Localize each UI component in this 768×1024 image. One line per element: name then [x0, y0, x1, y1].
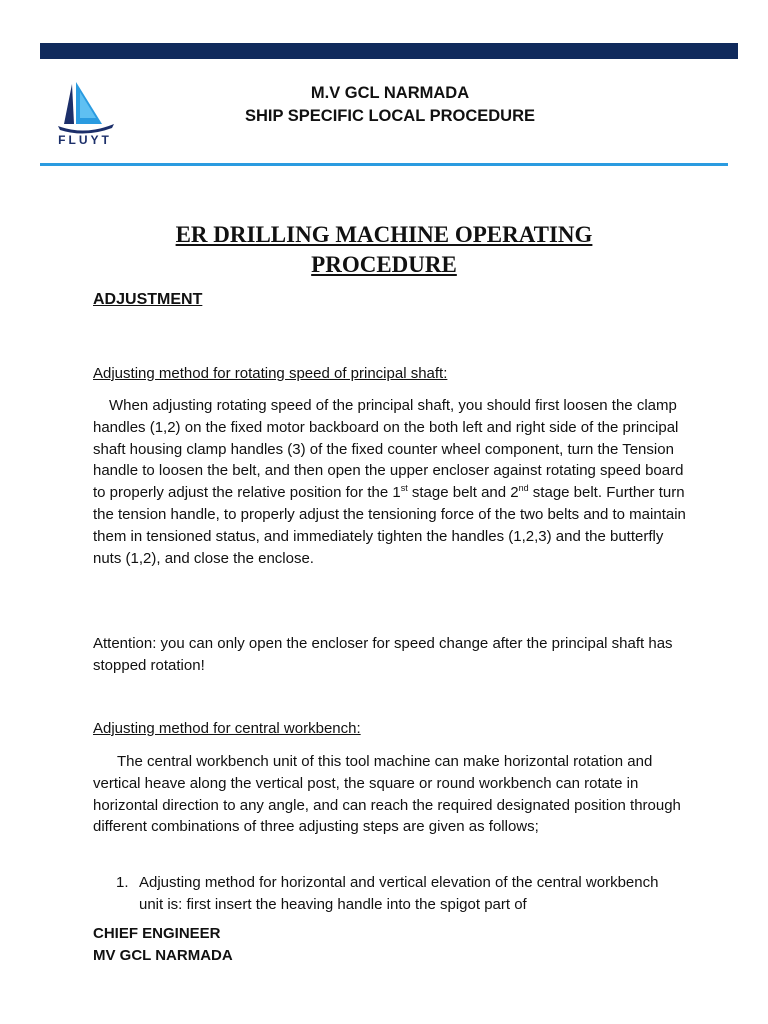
header-top-bar	[40, 43, 738, 59]
section-heading: ADJUSTMENT	[93, 291, 203, 308]
page-title	[110, 220, 658, 280]
list-item-text: Adjusting method for horizontal and vertical elevation of the central workbench unit is: first insert the heaving handle into the spigot part of	[139, 874, 659, 913]
attention-text: Attention: you can only open the encloser for speed change after the principal shaft has stopped rotation!	[93, 635, 673, 674]
list-item-number: 1.	[116, 874, 129, 891]
numbered-list	[116, 872, 686, 916]
ordinal-suffix: nd	[518, 483, 529, 494]
paragraph-principal-shaft	[93, 395, 688, 569]
ordinal-suffix: st	[400, 483, 408, 494]
title-line-2: PROCEDURE	[311, 252, 457, 277]
paragraph-text: stage belt and 2	[407, 484, 519, 502]
subheading-principal-shaft: Adjusting method for rotating speed of principal shaft:	[93, 365, 448, 382]
signatory-title: CHIEF ENGINEER	[93, 925, 221, 942]
paragraph-central-workbench	[93, 751, 688, 838]
signature-block	[93, 923, 233, 966]
ship-name: M.V GCL NARMADA	[310, 84, 470, 102]
fluyt-logo	[50, 78, 120, 148]
signatory-vessel: MV GCL NARMADA	[93, 946, 233, 964]
paragraph-text: stage belt. Further turn the tension handle, to properly adjust the tensioning force of the two belts and to maintain them in tensioned status, and immediately tighten the handles (1,2,3) and the butterfly nuts (1,2), and close the enclose.	[93, 484, 686, 567]
attention-note	[93, 633, 688, 677]
header-divider	[40, 163, 728, 166]
paragraph-text: When adjusting rotating speed of the principal shaft, you should first loosen the clamp handles (1,2) on the fixed motor backboard on the both left and right side of the principal shaft housing clamp handles (3) of the fixed counter wheel component, turn the Tension handle to loosen the belt, and then open the upper encloser against rotating speed board to properly adjust the relative position for the 1	[93, 397, 684, 502]
logo-text: FLUYT	[58, 133, 112, 147]
paragraph-text: The central workbench unit of this tool machine can make horizontal rotation and vertical heave along the vertical post, the square or round workbench can rotate in horizontal direction to any angle, and can reach the required designated position through different combinations of three adjusting steps are given as follows;	[93, 753, 681, 836]
procedure-type: SHIP SPECIFIC LOCAL PROCEDURE	[244, 107, 535, 125]
list-item	[116, 872, 686, 916]
document-header	[160, 82, 620, 128]
sailboat-icon	[54, 78, 116, 134]
title-line-1: ER DRILLING MACHINE OPERATING	[175, 222, 593, 247]
subheading-central-workbench: Adjusting method for central workbench:	[93, 720, 361, 737]
